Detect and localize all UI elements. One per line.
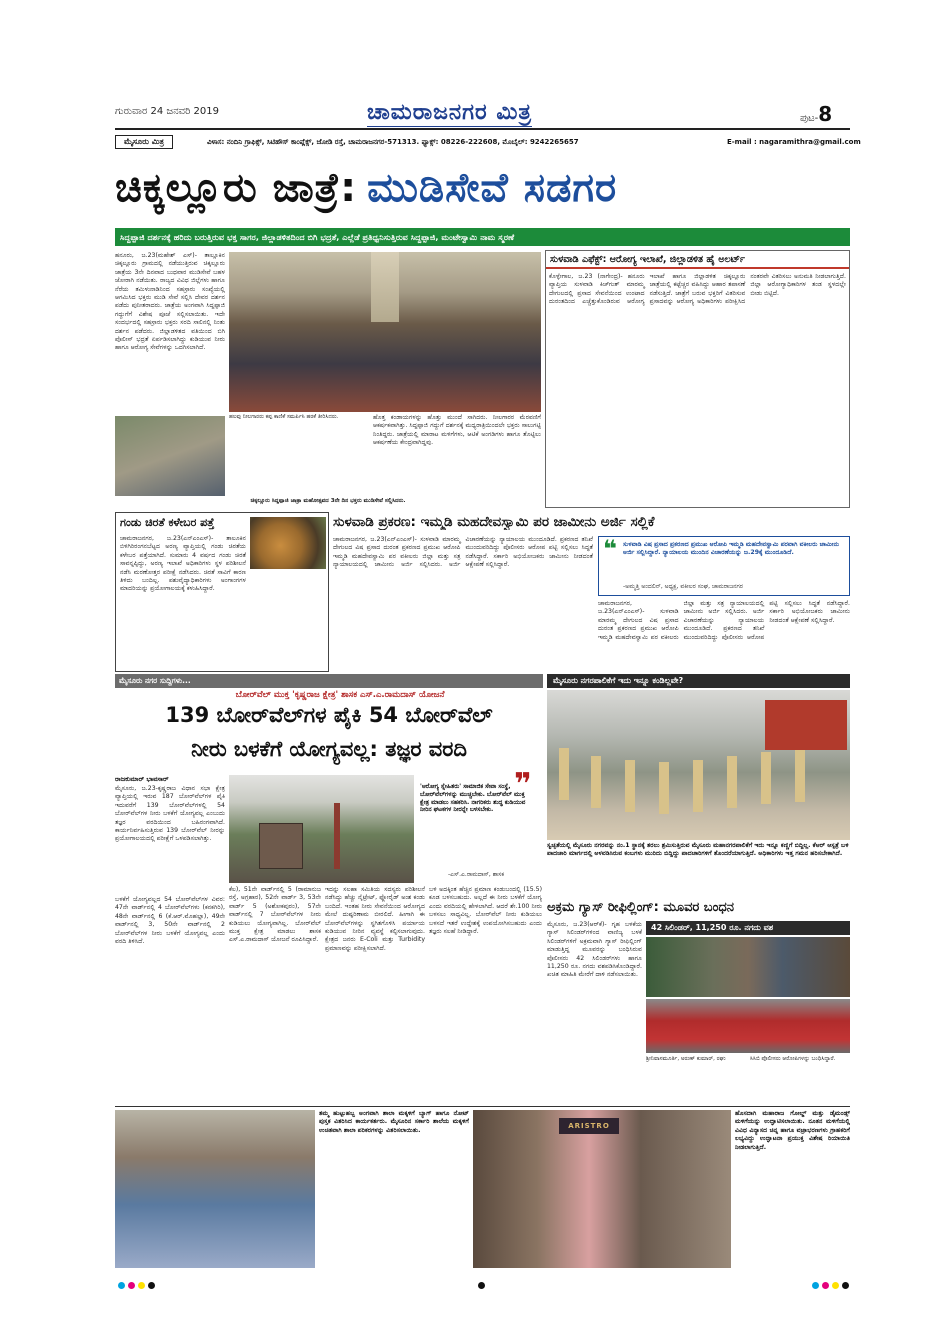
reg-mark-black-top xyxy=(148,1282,155,1289)
gas-caption-left: ಶ್ರೀನಿವಾಸಮೂರ್ತಿ, ಅರುಣ್ ಕುಮಾರ್, ರಘು xyxy=(646,1056,726,1062)
gas-body: ಮೈಸೂರು, ಜ.23(ಆರ್‌ಕೆ)- ಗೃಹ ಬಳಕೆಯ ಗ್ಯಾಸ್ ಸಿಲಿಂಡರ್‌ಗಳಿಂದ ವಾಣಿಜ್ಯ ಬಳಕೆ ಸಿಲಿಂಡರ್‌ಗಳಿಗೆ ಅಕ್ರಮವಾಗಿ ಗ್ಯಾಸ್ ರೀಫಿಲ್ಲಿಂಗ್ ಮಾಡುತ್ತಿದ್ದ ಮೂವರನ್ನು ಬಂಧಿಸಿರುವ ಪೊಲೀಸರು 42 ಸಿಲಿಂಡರ್‌ಗಳು ಹಾಗೂ 11,250 ರೂ. ನಗದು ವಶಪಡಿಸಿಕೊಂಡಿದ್ದಾರೆ. ಖಚಿತ ಮಾಹಿತಿ ಮೇರೆಗೆ ದಾಳಿ ನಡೆಸಲಾಯಿತು. xyxy=(547,921,642,979)
leopard-headline: ಗಂಡು ಚಿರತೆ ಕಳೇಬರ ಪತ್ತೆ xyxy=(120,516,215,529)
reg-mark-black-right xyxy=(842,1282,849,1289)
bus-shape xyxy=(765,700,847,750)
reg-mark-cyan-top xyxy=(118,1282,125,1289)
mysuru-news-label: ಮೈಸೂರು ನಗರ ಸುದ್ದಿಗಳು... xyxy=(115,674,543,688)
email-line: E-mail : nagaramithra@gmail.com xyxy=(727,138,861,146)
bollard-7 xyxy=(761,752,771,804)
borewell-quote-attribution: -ಎಸ್.ಎ.ರಾಮದಾಸ್, ಶಾಸಕ xyxy=(448,871,505,878)
sulwadi-body-2: ಚಾಮರಾಜನಗರ, ಜ.23(ಎನ್‍ಎಂಎಸ್)- ಸುಳವಾಡಿ ಮಾರಮ್ಮ ದೇಗುಲದ ವಿಷ ಪ್ರಸಾದ ದುರಂತ ಪ್ರಕರಣದ ಪ್ರಮುಖ ಆರೋಪಿ ಇಮ್ಮಡಿ ಮಹದೇವಸ್ವಾಮಿ ಪರ ವಕೀಲರು ಜಿಲ್ಲಾ ಮತ್ತು ಸತ್ರ ನ್ಯಾಯಾಲಯದಲ್ಲಿ ಜಾಮೀನು ಅರ್ಜಿ ಸಲ್ಲಿಸಿದರು. ಅರ್ಜಿ ವಿಚಾರಣೆಯನ್ನು ನ್ಯಾಯಾಲಯ ಮುಂದೂಡಿದೆ. ಪ್ರಕರಣದ ತನಿಖೆ ಮುಂದುವರಿದಿದ್ದು ಪೊಲೀಸರು ಆರೋಪ ಪಟ್ಟಿ ಸಲ್ಲಿಸಲು ಸಿದ್ಧತೆ ನಡೆಸಿದ್ದಾರೆ. ಸರ್ಕಾರಿ ಅಭಿಯೋಜಕರು ಜಾಮೀನು ನೀಡದಂತೆ ಆಕ್ಷೇಪಣೆ ಸಲ್ಲಿಸಿದ್ದಾರೆ. xyxy=(598,600,850,641)
reg-mark-magenta-top xyxy=(128,1282,135,1289)
bollard-label: ಮೈಸೂರು ನಗರಪಾಲಿಕೆಗೆ ಇದು ಇನ್ನೂ ಕಂಡಿಲ್ಲವೇ? xyxy=(547,674,850,688)
lead-headline-part2: ಮುಡಿಸೇವೆ ಸಡಗರ xyxy=(367,165,618,211)
bollard-6 xyxy=(727,756,737,808)
gas-subhead: 42 ಸಿಲಿಂಡರ್, 11,250 ರೂ. ನಗದು ವಶ xyxy=(646,921,850,935)
borewell-byline: ರಾಜಕುಮಾರ್ ಭಾವಸಾರ್ xyxy=(115,775,169,783)
bollard-8 xyxy=(795,750,805,802)
address-line: ವಿಳಾಸ: ನಂದಿನಿ ಗ್ರಾಫಿಕ್ಸ್, ಸಿಟಿಹೌಸ್ ಕಾಂಪ್ಲೆಕ್ಸ್, ಜೋಡಿ ರಸ್ತೆ, ಚಾಮರಾಜನಗರ-571313. ಫ್ಯಾಕ್ಸ್: 08226-222608, ಮೊಬೈಲ್: 9242265657 xyxy=(207,138,579,146)
borewell-headline-2: ನೀರು ಬಳಕೆಗೆ ಯೋಗ್ಯವಲ್ಲ: ತಜ್ಞರ ವರದಿ xyxy=(191,737,467,761)
borewell-quote: 'ಆರೋಗ್ಯ ಸ್ನೇಹಿತರು' ಸಾಮಾಜಿಕ ಸೇವಾ ಸಂಸ್ಥೆ, ಬೋರ್‌ವೆಲ್‌ಗಳನ್ನು ಮುಚ್ಚಬೇಕು. ಬೋರ್‌ವೆಲ್ ಮುಕ್ತ ಕ್ಷೇತ್ರ ಮಾಡಲು ಸಹಕರಿಸಿ. ನಾಗರಿಕರು ಶುದ್ಧ ಕುಡಿಯುವ ನೀರಿನ ಘಟಕಗಳ ನೀರನ್ನೇ ಬಳಸಬೇಕು. xyxy=(420,783,526,814)
page-number-box xyxy=(800,102,832,126)
borewell-body-5: ಬಳಿ ಅದಕ್ಕಿಂತ ಹೆಚ್ಚಿನ ಪ್ರಮಾಣ ಕಂಡುಬಂದಲ್ಲಿ (15.5) ಕೂಡ ಬಳಸಬಹುದು. ಅಲ್ಲದೆ ಈ ನೀರು ಬಳಕೆಗೆ ಯೋಗ್ಯ ಎಂದು ವರದಿಯಲ್ಲಿ ಹೇಳಲಾಗಿದೆ. ಆದರೆ ಶೇ.100 ನೀರು ಬಳಸಲು ಸಾಧ್ಯವಿಲ್ಲ. ಬೋರ್‌ವೆಲ್ ನೀರು ಕುಡಿಯಲು ಬಳಸದೆ ಇತರೆ ಉದ್ದೇಶಕ್ಕೆ ಉಪಯೋಗಿಸಬಹುದು ಎಂದು ತಜ್ಞರು ಸಲಹೆ ನೀಡಿದ್ದಾರೆ. xyxy=(429,886,542,936)
lead-body-mid: ಹೊತ್ತ ಕಂಡಾಯಗಳನ್ನು ಹೊತ್ತು ಮುಂದೆ ಸಾಗಿದರು. ನೀಲಗಾರರ ಮೆರವಣಿಗೆ ಆಕರ್ಷಕವಾಗಿತ್ತು. ಸಿದ್ದಪ್ಪಾಜಿ ಗದ್ದುಗೆ ದರ್ಶನಕ್ಕೆ ಮಧ್ಯರಾತ್ರಿಯಿಂದಲೇ ಭಕ್ತರು ಸಾಲುಗಟ್ಟಿ ನಿಂತಿದ್ದರು. ಜಾತ್ರೆಯಲ್ಲಿ ಮಾರಾಟ ಮಳಿಗೆಗಳು, ಆಟಿಕೆ ಅಂಗಡಿಗಳು ಹಾಗೂ ತೊಟ್ಟಿಲು ಆಕರ್ಷಣೆಯ ಕೇಂದ್ರವಾಗಿದ್ದವು. xyxy=(373,414,541,447)
health-body: ಕೊಳ್ಳೇಗಾಲ, ಜ.23 (ನಾಗೇಂದ್ರ)- ಹನೂರು ವ್ಯಾಪ್ತಿಯ ಸುಳವಾಡಿ ಕಿಚ್‍ಗುತ್ ಮಾರಮ್ಮ ದೇಗುಲದಲ್ಲಿ ಪ್ರಸಾದ ಸೇವನೆಯಿಂದ ಉಂಟಾದ ದುರಂತದಿಂದ ಎಚ್ಚೆತ್ತುಕೊಂಡಿರುವ ಆರೋಗ್ಯ ಇಲಾಖೆ ಹಾಗೂ ಜಿಲ್ಲಾಡಳಿತ ಚಿಕ್ಕಲ್ಲೂರು ಜಾತ್ರೆಯಲ್ಲಿ ಕಟ್ಟೆಚ್ಚರ ವಹಿಸಿದ್ದು ಆಹಾರ ತಪಾಸಣೆ ನಡೆಸುತ್ತಿದೆ. ಜಾತ್ರೆಗೆ ಬರುವ ಭಕ್ತರಿಗೆ ವಿತರಿಸುವ ಪ್ರಸಾದವನ್ನು ಆರೋಗ್ಯ ಅಧಿಕಾರಿಗಳು ಪರೀಕ್ಷಿಸಿದ ನಂತರವೇ ವಿತರಿಸಲು ಅನುಮತಿ ನೀಡಲಾಗುತ್ತಿದೆ. ಜಿಲ್ಲಾ ಆರೋಗ್ಯಾಧಿಕಾರಿಗಳ ತಂಡ ಸ್ಥಳದಲ್ಲೇ ಬೀಡು ಬಿಟ್ಟಿದೆ. xyxy=(549,273,846,306)
paper-title: ಚಾಮರಾಜನಗರ ಮಿತ್ರ xyxy=(367,100,532,129)
reg-mark-center xyxy=(478,1282,485,1289)
school-caption: ತಮ್ಮ ಹುಟ್ಟುಹಬ್ಬ ಅಂಗವಾಗಿ ಶಾಲಾ ಮಕ್ಕಳಿಗೆ ಬ್ಯಾಗ್ ಹಾಗೂ ನೋಟ್ ಪುಸ್ತಕ ವಿತರಿಸಿದ ಕಾರ್ಯಕರ್ತರು. ಮೈಸೂರಿನ ಸರ್ಕಾರಿ ಶಾಲೆಯ ಮಕ್ಕಳಿಗೆ ಉಚಿತವಾಗಿ ಶಾಲಾ ಪರಿಕರಗಳನ್ನು ವಿತರಿಸಲಾಯಿತು. xyxy=(319,1110,469,1134)
page-number: 8 xyxy=(818,102,833,126)
bollard-4 xyxy=(659,762,669,814)
mall-caption: ಹೊಸದಾಗಿ ಮಹಾರಾಜ ಗೋಲ್ಡ್ ಮತ್ತು ಡೈಮಂಡ್ಸ್ ಮಳಿಗೆಯನ್ನು ಉದ್ಘಾಟಿಸಲಾಯಿತು. ನೂತನ ಮಳಿಗೆಯಲ್ಲಿ ವಿವಿಧ ವಿನ್ಯಾಸದ ಚಿನ್ನ ಹಾಗೂ ವಜ್ರಾಭರಣಗಳು ಗ್ರಾಹಕರಿಗೆ ಲಭ್ಯವಿದ್ದು ಉದ್ಘಾಟನಾ ಪ್ರಯುಕ್ತ ವಿಶೇಷ ರಿಯಾಯಿತಿ ನೀಡಲಾಗುತ್ತಿದೆ. xyxy=(735,1110,850,1151)
photo-caption-1: ಹಲವು ನೀಲಗಾರರು ಕಪ್ಪ ಕಾಣಿಕೆ ಸಮರ್ಪಿಸಿ ಹರಕೆ ತೀರಿಸಿದರು. xyxy=(229,414,339,420)
sulwadi-body: ಚಾಮರಾಜನಗರ, ಜ.23(ಎನ್‍ಎಂಎಸ್)- ಸುಳವಾಡಿ ಮಾರಮ್ಮ ದೇಗುಲದ ವಿಷ ಪ್ರಸಾದ ದುರಂತ ಪ್ರಕರಣದ ಪ್ರಮುಖ ಆರೋಪಿ ಇಮ್ಮಡಿ ಮಹದೇವಸ್ವಾಮಿ ಪರ ವಕೀಲರು ಜಿಲ್ಲಾ ಮತ್ತು ಸತ್ರ ನ್ಯಾಯಾಲಯದಲ್ಲಿ ಜಾಮೀನು ಅರ್ಜಿ ಸಲ್ಲಿಸಿದರು. ಅರ್ಜಿ ವಿಚಾರಣೆಯನ್ನು ನ್ಯಾಯಾಲಯ ಮುಂದೂಡಿದೆ. ಪ್ರಕರಣದ ತನಿಖೆ ಮುಂದುವರಿದಿದ್ದು ಪೊಲೀಸರು ಆರೋಪ ಪಟ್ಟಿ ಸಲ್ಲಿಸಲು ಸಿದ್ಧತೆ ನಡೆಸಿದ್ದಾರೆ. ಸರ್ಕಾರಿ ಅಭಿಯೋಜಕರು ಜಾಮೀನು ನೀಡದಂತೆ ಆಕ್ಷೇಪಣೆ ಸಲ್ಲಿಸಿದ್ದಾರೆ. xyxy=(333,536,593,569)
photo-caption-2: ಚಿಕ್ಕಲ್ಲೂರು ಸಿದ್ದಪ್ಪಾಜಿ ಜಾತ್ರಾ ಮಹೋತ್ಸವದ 3ನೇ ದಿನ ಭಕ್ತರು ಮುಡಿಸೇವೆ ಸಲ್ಲಿಸಿದರು. xyxy=(250,498,406,504)
mudiseve-photo xyxy=(115,416,225,496)
sulwadi-quote-attribution: -ಅಮ್ಮತ್ತಿ ಅಂದಲಿನ್, ಅಧ್ಯಕ್ಷ, ವಕೀಲರ ಸಂಘ, ಚಾಮರಾಜನಗರ xyxy=(623,583,743,590)
quote-mark-icon: ❝ xyxy=(603,535,618,563)
issue-date: ಗುರುವಾರ 24 ಜನವರಿ 2019 xyxy=(115,106,219,117)
sulwadi-quote: ಸುಳವಾಡಿ ವಿಷ ಪ್ರಸಾದ ಪ್ರಕರಣದ ಪ್ರಮುಖ ಆರೋಪಿ ಇಮ್ಮಡಿ ಮಹದೇವಸ್ವಾಮಿ ಪರವಾಗಿ ವಕೀಲರು ಜಾಮೀನು ಅರ್ಜಿ ಸಲ್ಲಿಸಿದ್ದಾರೆ. ನ್ಯಾಯಾಲಯ ಮುಂದಿನ ವಿಚಾರಣೆಯನ್ನು ಜ.29ಕ್ಕೆ ಮುಂದೂಡಿದೆ. xyxy=(623,541,840,556)
sister-paper-badge: ಮೈಸೂರು ಮಿತ್ರ xyxy=(115,135,173,149)
health-box xyxy=(545,250,850,508)
reg-mark-yellow-right xyxy=(832,1282,839,1289)
gas-headline: ಅಕ್ರಮ ಗ್ಯಾಸ್ ರೀಫಿಲ್ಲಿಂಗ್: ಮೂವರ ಬಂಧನ xyxy=(547,900,734,915)
borewell-body-2: ಬಳಕೆಗೆ ಯೋಗ್ಯವಲ್ಲದ 54 ಬೋರ್‌ವೆಲ್‌ಗಳ ವಿವರ: 47ನೇ ವಾರ್ಡ್‌ನಲ್ಲಿ 4 ಬೋರ್‌ವೆಲ್‌ಗಳು (ಕನಕಗಿರಿ), 48ನೇ ವಾರ್ಡ್‌ನಲ್ಲಿ 6 (ಕೆ.ಆರ್.ಮೊಹಲ್ಲಾ), 49ನೇ ವಾರ್ಡ್‌ನಲ್ಲಿ 3, 50ನೇ ವಾರ್ಡ್‌ನಲ್ಲಿ 2 ಬೋರ್‌ವೆಲ್‌ಗಳ ನೀರು ಬಳಕೆಗೆ ಯೋಗ್ಯವಲ್ಲ ಎಂದು ವರದಿ ತಿಳಿಸಿದೆ. xyxy=(115,896,225,946)
masthead xyxy=(115,98,861,153)
borewell-quote-mark-icon: ❞ xyxy=(514,767,532,802)
leopard-photo xyxy=(250,517,326,569)
mysuru-news-bar xyxy=(115,674,850,688)
jewel-banner: ARISTRO xyxy=(559,1118,619,1134)
borewell-body-3: ಕೆಲ), 51ನೇ ವಾರ್ಡ್‌ನಲ್ಲಿ 5 (ರಾಮಾನುಜ ರಸ್ತೆ, ಅಗ್ರಹಾರ), 52ನೇ ವಾರ್ಡ್ 3, 53ನೇ ವಾರ್ಡ್ 5 (ಅಶೋಕಪುರಂ), 57ನೇ ವಾರ್ಡ್‌ನಲ್ಲಿ 7 ಬೋರ್‌ವೆಲ್‌ಗಳ ನೀರು ಕುಡಿಯಲು ಯೋಗ್ಯವಾಗಿಲ್ಲ. ಬೋರ್‌ವೆಲ್ ಮುಕ್ತ ಕ್ಷೇತ್ರ ಮಾಡಲು ಶಾಸಕ ಎಸ್.ಎ.ರಾಮದಾಸ್ ಯೋಜನೆ ರೂಪಿಸಿದ್ದಾರೆ. xyxy=(229,886,321,944)
school-kids-photo xyxy=(115,1110,315,1268)
gas-caption-right: ಸಿಸಿಬಿ ಪೊಲೀಸರು ಆರೋಪಿಗಳನ್ನು ಬಂಧಿಸಿದ್ದಾರೆ. xyxy=(750,1056,836,1062)
bollard-1 xyxy=(559,748,569,800)
lead-headline xyxy=(115,158,850,218)
gas-cylinders-photo xyxy=(646,999,850,1053)
sulwadi-quote-box xyxy=(598,536,850,596)
leopard-body: ಚಾಮರಾಜನಗರ, ಜ.23(ಎನ್‍ಎಂಎಸ್)- ತಾಲೂಕಿನ ಬಿಳಿಗಿರಿರಂಗನಬೆಟ್ಟದ ಅರಣ್ಯ ವ್ಯಾಪ್ತಿಯಲ್ಲಿ ಗಂಡು ಚಿರತೆಯ ಕಳೇಬರ ಪತ್ತೆಯಾಗಿದೆ. ಸುಮಾರು 4 ವರ್ಷದ ಗಂಡು ಚಿರತೆ ಸಾವನ್ನಪ್ಪಿದ್ದು, ಅರಣ್ಯ ಇಲಾಖೆ ಅಧಿಕಾರಿಗಳು ಸ್ಥಳ ಪರಿಶೀಲನೆ ನಡೆಸಿ ಮರಣೋತ್ತರ ಪರೀಕ್ಷೆ ನಡೆಸಿದರು. ಚಿರತೆ ಸಾವಿಗೆ ಕಾರಣ ತಿಳಿದು ಬಂದಿಲ್ಲ. ಪಶುವೈದ್ಯಾಧಿಕಾರಿಗಳು ಅಂಗಾಂಗಗಳ ಮಾದರಿಯನ್ನು ಪ್ರಯೋಗಾಲಯಕ್ಕೆ ಕಳುಹಿಸಿದ್ದಾರೆ. xyxy=(120,535,246,593)
lead-body-left: ಹನೂರು, ಜ.23(ಮಹೇಶ್ ಎಸ್)- ತಾಲ್ಲೂಕಿನ ಚಿಕ್ಕಲ್ಲೂರು ಗ್ರಾಮದಲ್ಲಿ ನಡೆಯುತ್ತಿರುವ ಚಿಕ್ಕಲ್ಲೂರು ಜಾತ್ರೆಯ 3ನೇ ದಿನವಾದ ಬುಧವಾರ ಮುಡಿಸೇವೆ ಬಹಳ ಜೋರಾಗಿ ನಡೆಯಿತು. ರಾಜ್ಯದ ವಿವಿಧ ಜಿಲ್ಲೆಗಳು ಹಾಗೂ ನೆರೆಯ ತಮಿಳುನಾಡಿನಿಂದ ಸಹಸ್ರಾರು ಸಂಖ್ಯೆಯಲ್ಲಿ ಆಗಮಿಸಿದ ಭಕ್ತರು ಮುಡಿ ಸೇವೆ ಸಲ್ಲಿಸಿ ದೇವರ ದರ್ಶನ ಪಡೆದು ಪುನೀತರಾದರು. ಜಾತ್ರೆಯ ಅಂಗವಾಗಿ ಸಿದ್ದಪ್ಪಾಜಿ ಗದ್ದುಗೆಗೆ ವಿಶೇಷ ಪೂಜೆ ಸಲ್ಲಿಸಲಾಯಿತು. ಇದೇ ಸಂದರ್ಭದಲ್ಲಿ ಸಹಸ್ರಾರು ಭಕ್ತರು ಸರದಿ ಸಾಲಿನಲ್ಲಿ ನಿಂತು ದರ್ಶನ ಪಡೆದರು. ಜಿಲ್ಲಾಡಳಿತದ ವತಿಯಿಂದ ಬಿಗಿ ಪೊಲೀಸ್ ಭದ್ರತೆ ಏರ್ಪಡಿಸಲಾಗಿದ್ದು ಕುಡಿಯುವ ನೀರು ಹಾಗೂ ಆರೋಗ್ಯ ಸೇವೆಗಳನ್ನು ಒದಗಿಸಲಾಗಿದೆ. xyxy=(115,252,225,352)
sulwadi-headline: ಸುಳವಾಡಿ ಪ್ರಕರಣ: ಇಮ್ಮಡಿ ಮಹದೇವಸ್ವಾಮಿ ಪರ ಜಾಮೀನು ಅರ್ಜಿ ಸಲ್ಲಿಕೆ xyxy=(333,514,655,530)
page-label: ಪುಟ- xyxy=(800,113,819,124)
health-headline: ಸುಳವಾಡಿ ಎಫೆಕ್ಟ್: ಆರೋಗ್ಯ ಇಲಾಖೆ, ಜಿಲ್ಲಾಡಳಿತ ಹೈ ಅಲರ್ಟ್ xyxy=(546,251,849,269)
borewell-photo xyxy=(229,775,414,883)
bollard-5 xyxy=(693,760,703,812)
lead-strap: ಸಿದ್ದಪ್ಪಾಜಿ ದರ್ಶನಕ್ಕೆ ಹರಿದು ಬರುತ್ತಿರುವ ಭಕ್ತ ಸಾಗರ, ಜಿಲ್ಲಾಡಳಿತದಿಂದ ಬಿಗಿ ಭದ್ರತೆ, ಎಲ್ಲೆಡೆ ಪ್ರತಿಧ್ವನಿಸುತ್ತಿರುವ ಸಿದ್ದಪ್ಪಾಜಿ, ಮಂಟೇಸ್ವಾಮಿ ನಾಮ ಸ್ಮರಣೆ xyxy=(115,228,850,246)
gas-suspects-photo xyxy=(646,937,850,997)
bottom-divider xyxy=(115,1106,850,1107)
borewell-pipe xyxy=(334,803,340,869)
borewell-quote-box xyxy=(418,767,542,883)
bollard-3 xyxy=(625,760,635,812)
borewell-headline-1: 139 ಬೋರ್‌ವೆಲ್‌ಗಳ ಪೈಕಿ 54 ಬೋರ್‌ವೆಲ್ xyxy=(165,703,493,727)
borewell-pump-box xyxy=(259,823,303,869)
bollards-photo xyxy=(547,690,850,840)
reg-mark-yellow-top xyxy=(138,1282,145,1289)
bollards-caption: ಸ್ವಚ್ಛತೆಯಲ್ಲಿ ಮೈಸೂರು ನಗರವನ್ನು ನಂ.1 ಸ್ಥಾನಕ್ಕೆ ತರಲು ಶ್ರಮಿಸುತ್ತಿರುವ ಮೈಸೂರು ಮಹಾನಗರಪಾಲಿಕೆಗೆ ಇದು ಇನ್ನೂ ಕಣ್ಣಿಗೆ ಬಿದ್ದಿಲ್ಲ. ಕೆಆರ್ ಆಸ್ಪತ್ರೆ ಬಳಿ ಪಾದಚಾರಿ ಮಾರ್ಗದಲ್ಲಿ ಅಳವಡಿಸಿರುವ ಕಂಬಗಳು ಮುರಿದು ಬಿದ್ದಿದ್ದು ಪಾದಚಾರಿಗಳಿಗೆ ತೊಂದರೆಯಾಗುತ್ತಿದೆ. ಅಧಿಕಾರಿಗಳು ಇತ್ತ ಗಮನ ಹರಿಸಬೇಕಾಗಿದೆ. xyxy=(547,842,849,858)
lead-headline-part1: ಚಿಕ್ಕಲ್ಲೂರು ಜಾತ್ರೆ: xyxy=(115,165,358,211)
jatre-crowd-photo xyxy=(229,252,541,412)
leopard-box xyxy=(115,512,329,672)
reg-mark-magenta-right xyxy=(822,1282,829,1289)
masthead-rule xyxy=(115,128,850,130)
jewellery-launch-photo xyxy=(473,1110,731,1268)
bollard-2 xyxy=(591,756,601,808)
borewell-body-4: ಇದನ್ನು ಸಲಹಾ ಸಮಿತಿಯ ಸದಸ್ಯರು ಪರಿಶೀಲನೆ ನಡೆಸಿದ್ದು ಹೆಚ್ಚು ನೈಟ್ರೇಟ್, ಫ್ಲೋರೈಡ್ ಅಂಶ ಕಂಡು ಬಂದಿದೆ. ಇಂತಹ ನೀರು ಸೇವನೆಯಿಂದ ಆರೋಗ್ಯದ ಮೇಲೆ ದುಷ್ಪರಿಣಾಮ ಬೀರಲಿದೆ. ಹೀಗಾಗಿ ಈ ಬೋರ್‌ವೆಲ್‌ಗಳನ್ನು ಸ್ಥಗಿತಗೊಳಿಸಿ ಪರ್ಯಾಯ ಕುಡಿಯುವ ನೀರಿನ ವ್ಯವಸ್ಥೆ ಕಲ್ಪಿಸಲಾಗುವುದು. ಕ್ಷೇತ್ರದ ಜನರು E-Coli ಮತ್ತು Turbidity ಪ್ರಮಾಣವನ್ನು ಪರೀಕ್ಷಿಸಲಾಗಿದೆ. xyxy=(325,886,425,952)
reg-mark-cyan-right xyxy=(812,1282,819,1289)
temple-tower xyxy=(371,252,399,322)
borewell-body-1: ಮೈಸೂರು, ಜ.23-ಕೃಷ್ಣರಾಜ ವಿಧಾನ ಸಭಾ ಕ್ಷೇತ್ರ ವ್ಯಾಪ್ತಿಯಲ್ಲಿ ಇರುವ 187 ಬೋರ್‌ವೆಲ್‌ಗಳ ಪೈಕಿ ಇದುವರೆಗೆ 139 ಬೋರ್‌ವೆಲ್‌ಗಳಲ್ಲಿ 54 ಬೋರ್‌ವೆಲ್‌ಗಳ ನೀರು ಬಳಕೆಗೆ ಯೋಗ್ಯವಲ್ಲ ಎಂಬುದು ತಜ್ಞರ ವರದಿಯಿಂದ ಬಹಿರಂಗವಾಗಿದೆ. ಕಾರ್ಯನಿರ್ವಹಿಸುತ್ತಿರುವ 139 ಬೋರ್‌ವೆಲ್ ನೀರನ್ನು ಪ್ರಯೋಗಾಲಯದಲ್ಲಿ ಪರೀಕ್ಷೆಗೆ ಒಳಪಡಿಸಲಾಗಿತ್ತು. xyxy=(115,785,225,843)
borewell-kicker: ಬೋರ್‌ವೆಲ್ ಮುಕ್ತ 'ಕೃಷ್ಣರಾಜ ಕ್ಷೇತ್ರ' ಶಾಸಕ ಎಸ್.ಎ.ರಾಮದಾಸ್ ಯೋಜನೆ xyxy=(235,690,445,700)
